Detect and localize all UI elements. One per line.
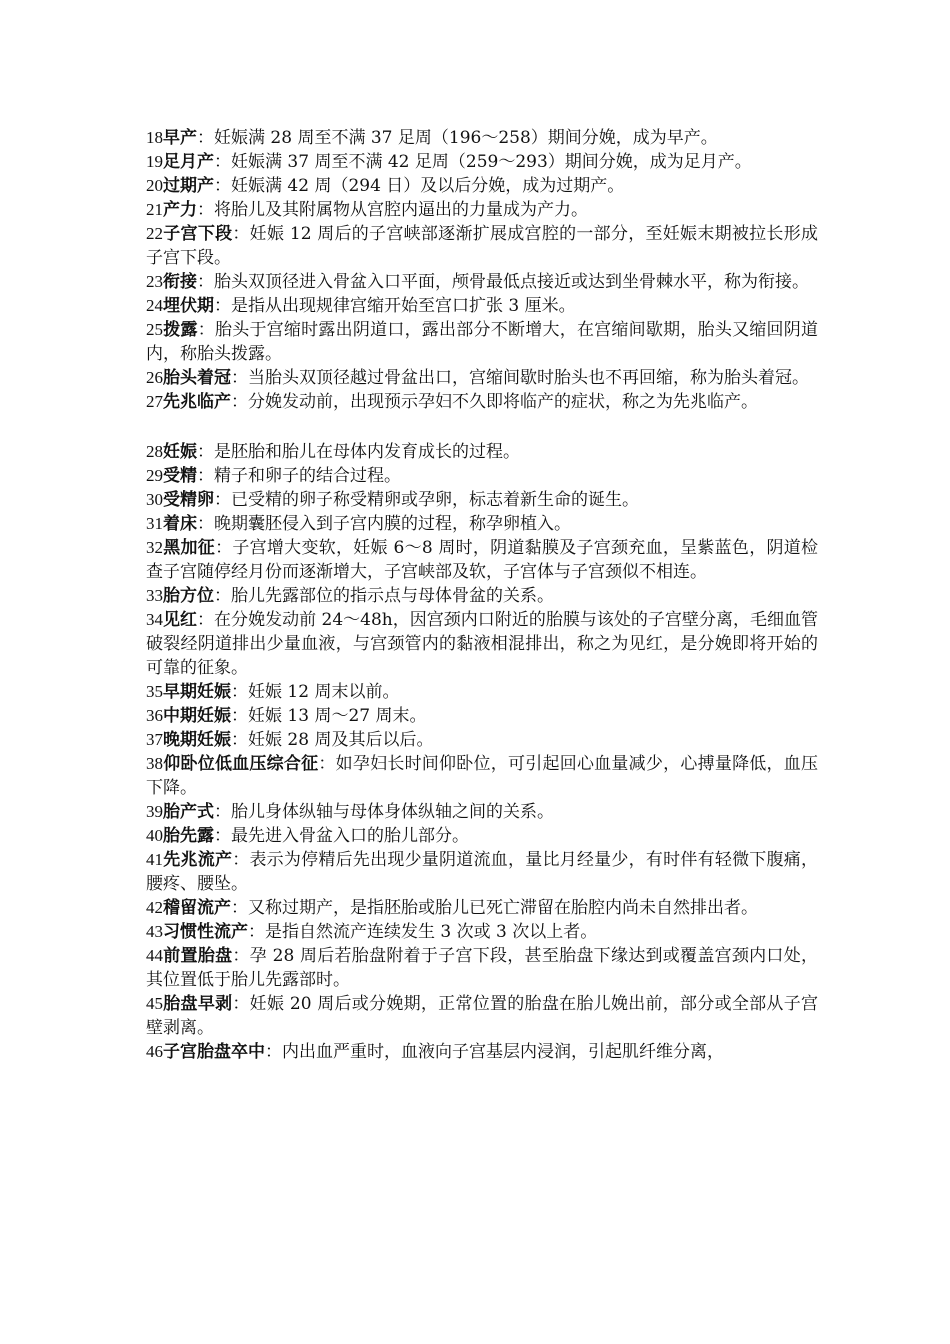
entry-number: 34 (146, 610, 163, 629)
entry-number: 44 (146, 946, 163, 965)
definition-entry (146, 608, 818, 680)
entry-number: 25 (146, 320, 163, 339)
definition-entry (146, 848, 818, 896)
entry-colon: ： (215, 538, 233, 558)
entry-term: 习惯性流产 (163, 922, 248, 942)
entry-colon: ： (214, 176, 231, 196)
entry-colon: ： (231, 682, 248, 702)
definition-entry (146, 896, 818, 920)
entry-colon: ： (197, 514, 214, 534)
definition-entry (146, 390, 818, 414)
definition-entry (146, 464, 818, 488)
entry-definition: 将胎儿及其附属物从宫腔内逼出的力量成为产力。 (214, 200, 588, 220)
definition-entry (146, 270, 818, 294)
entry-definition: 是指自然流产连续发生 3 次或 3 次以上者。 (265, 922, 598, 942)
entry-number: 27 (146, 392, 163, 411)
entry-definition: 妊娠 13 周～27 周末。 (248, 706, 427, 726)
definition-entry (146, 824, 818, 848)
entry-term: 早产 (163, 128, 197, 148)
definition-entry (146, 1040, 818, 1064)
definition-entry (146, 294, 818, 318)
definition-entry (146, 584, 818, 608)
entry-definition: 又称过期产，是指胚胎或胎儿已死亡滞留在胎腔内尚未自然排出者。 (248, 898, 758, 918)
entry-number: 33 (146, 586, 163, 605)
entry-definition: 妊娠满 42 周（294 日）及以后分娩，成为过期产。 (231, 176, 625, 196)
entry-number: 21 (146, 200, 163, 219)
entry-term: 拨露 (163, 320, 198, 340)
entry-term: 胎方位 (163, 586, 214, 606)
definition-entry (146, 920, 818, 944)
entry-definition: 胎头双顶径进入骨盆入口平面，颅骨最低点接近或达到坐骨棘水平，称为衔接。 (214, 272, 809, 292)
entry-term: 胎头着冠 (163, 368, 231, 388)
entry-definition: 已受精的卵子称受精卵或孕卵，标志着新生命的诞生。 (231, 490, 639, 510)
entry-colon: ： (214, 296, 231, 316)
entry-colon: ： (231, 898, 248, 918)
entry-term: 妊娠 (163, 442, 197, 462)
definition-entry (146, 150, 818, 174)
entry-term: 黑加征 (163, 538, 216, 558)
entry-term: 衔接 (163, 272, 197, 292)
definition-entry (146, 318, 818, 366)
entry-colon: ： (231, 730, 248, 750)
entry-definition: 分娩发动前，出现预示孕妇不久即将临产的症状，称之为先兆临产。 (248, 392, 758, 412)
entry-term: 受精 (163, 466, 197, 486)
entry-term: 子宫下段 (163, 224, 233, 244)
definition-entry (146, 440, 818, 464)
entry-number: 31 (146, 514, 163, 533)
entry-number: 30 (146, 490, 163, 509)
entry-number: 40 (146, 826, 163, 845)
entry-term: 中期妊娠 (163, 706, 231, 726)
entry-term: 晚期妊娠 (163, 730, 231, 750)
entry-colon: ： (232, 224, 250, 244)
entry-number: 26 (146, 368, 163, 387)
definition-entry (146, 512, 818, 536)
entry-colon: ： (248, 922, 265, 942)
entry-colon: ： (231, 706, 248, 726)
entry-definition: 是胚胎和胎儿在母体内发育成长的过程。 (214, 442, 520, 462)
entry-definition: 妊娠满 37 周至不满 42 足周（259～293）期间分娩，成为足月产。 (231, 152, 752, 172)
entry-term: 仰卧位低血压综合征 (163, 754, 319, 774)
entry-term: 胎盘早剥 (163, 994, 233, 1014)
definition-entry (146, 366, 818, 390)
definition-entry (146, 992, 818, 1040)
entry-number: 41 (146, 850, 163, 869)
entry-term: 前置胎盘 (163, 946, 233, 966)
entry-colon: ： (197, 128, 214, 148)
entry-term: 先兆流产 (163, 850, 233, 870)
entry-definition: 妊娠满 28 周至不满 37 足周（196～258）期间分娩，成为早产。 (214, 128, 718, 148)
entry-term: 胎产式 (163, 802, 214, 822)
entry-definition: 孕 28 周后若胎盘附着于子宫下段，甚至胎盘下缘达到或覆盖宫颈内口处，其位置低于胎儿先露部时。 (146, 946, 818, 990)
entry-number: 19 (146, 152, 163, 171)
entry-definition: 妊娠 28 周及其后以后。 (248, 730, 434, 750)
definition-entry (146, 944, 818, 992)
entry-definition: 当胎头双顶径越过骨盆出口，宫缩间歇时胎头也不再回缩，称为胎头着冠。 (248, 368, 809, 388)
entry-number: 37 (146, 730, 163, 749)
entry-definition: 胎儿先露部位的指示点与母体骨盆的关系。 (231, 586, 554, 606)
definition-entry (146, 752, 818, 800)
definition-entry (146, 174, 818, 198)
entry-definition: 胎儿身体纵轴与母体身体纵轴之间的关系。 (231, 802, 554, 822)
entry-term: 先兆临产 (163, 392, 231, 412)
entry-definition: 在分娩发动前 24～48h，因宫颈内口附近的胎膜与该处的子宫壁分离，毛细血管破裂经阴道排出少量血液，与宫颈管内的黏液相混排出，称之为见红，是分娩即将开始的可靠的征象。 (146, 610, 818, 678)
entry-definition: 表示为停精后先出现少量阴道流血，量比月经量少，有时伴有轻微下腹痛，腰疼、腰坠。 (146, 850, 819, 894)
entry-number: 32 (146, 538, 163, 557)
entry-definition: 妊娠 12 周后的子宫峡部逐渐扩展成宫腔的一部分，至妊娠末期被拉长形成子宫下段。 (146, 224, 818, 268)
entry-colon: ： (214, 586, 231, 606)
definition-entry (146, 198, 818, 222)
entry-number: 18 (146, 128, 163, 147)
entry-number: 45 (146, 994, 163, 1013)
entry-colon: ： (232, 994, 250, 1014)
entry-definition: 最先进入骨盆入口的胎儿部分。 (231, 826, 469, 846)
entry-colon: ： (214, 826, 231, 846)
entry-number: 43 (146, 922, 163, 941)
entry-number: 46 (146, 1042, 163, 1061)
entry-colon: ： (197, 272, 214, 292)
entry-definition: 妊娠 20 周后或分娩期，正常位置的胎盘在胎儿娩出前，部分或全部从子宫壁剥离。 (146, 994, 818, 1038)
entry-term: 过期产 (163, 176, 214, 196)
entry-number: 22 (146, 224, 163, 243)
entry-number: 42 (146, 898, 163, 917)
entry-term: 胎先露 (163, 826, 214, 846)
entry-definition: 精子和卵子的结合过程。 (214, 466, 401, 486)
entry-number: 23 (146, 272, 163, 291)
entry-colon: ： (214, 802, 231, 822)
entry-definition: 内出血严重时，血液向子宫基层内浸润，引起肌纤维分离， (282, 1042, 724, 1062)
entry-colon: ： (318, 754, 336, 774)
entry-number: 28 (146, 442, 163, 461)
entry-number: 20 (146, 176, 163, 195)
definition-entry (146, 704, 818, 728)
entry-definition: 妊娠 12 周末以前。 (248, 682, 400, 702)
entry-colon: ： (231, 392, 248, 412)
definition-entry (146, 536, 818, 584)
entry-colon: ： (197, 200, 214, 220)
entry-term: 产力 (163, 200, 197, 220)
entry-number: 38 (146, 754, 163, 773)
entry-term: 埋伏期 (163, 296, 214, 316)
entry-number: 29 (146, 466, 163, 485)
entry-colon: ： (197, 442, 214, 462)
definition-list-group-2 (146, 440, 818, 1064)
entry-definition: 胎头于宫缩时露出阴道口，露出部分不断增大，在宫缩间歇期，胎头又缩回阴道内，称胎头拨露。 (146, 320, 819, 364)
definition-entry (146, 222, 818, 270)
entry-colon: ： (265, 1042, 282, 1062)
entry-definition: 如孕妇长时间仰卧位，可引起回心血量减少，心搏量降低，血压下降。 (146, 754, 819, 798)
entry-definition: 晚期囊胚侵入到子宫内膜的过程，称孕卵植入。 (214, 514, 571, 534)
entry-colon: ： (214, 152, 231, 172)
entry-term: 见红 (163, 610, 198, 630)
entry-term: 稽留流产 (163, 898, 231, 918)
entry-number: 24 (146, 296, 163, 315)
entry-definition: 子宫增大变软，妊娠 6～8 周时，阴道黏膜及子宫颈充血，呈紫蓝色，阴道检查子宫随停经月份而逐渐增大，子宫峡部及软，子宫体与子宫颈似不相连。 (146, 538, 819, 582)
entry-colon: ： (197, 610, 215, 630)
entry-number: 36 (146, 706, 163, 725)
paragraph-gap (146, 414, 818, 440)
entry-definition: 是指从出现规律宫缩开始至宫口扩张 3 厘米。 (231, 296, 576, 316)
entry-term: 子宫胎盘卒中 (163, 1042, 265, 1062)
entry-term: 受精卵 (163, 490, 214, 510)
entry-colon: ： (197, 320, 215, 340)
definition-entry (146, 728, 818, 752)
entry-term: 早期妊娠 (163, 682, 231, 702)
entry-number: 35 (146, 682, 163, 701)
entry-colon: ： (232, 946, 250, 966)
definition-list-group-1 (146, 126, 818, 414)
definition-entry (146, 126, 818, 150)
entry-number: 39 (146, 802, 163, 821)
entry-colon: ： (231, 368, 248, 388)
entry-colon: ： (232, 850, 250, 870)
entry-colon: ： (197, 466, 214, 486)
entry-term: 足月产 (163, 152, 214, 172)
entry-colon: ： (214, 490, 231, 510)
document-page (146, 126, 818, 1064)
definition-entry (146, 488, 818, 512)
definition-entry (146, 680, 818, 704)
entry-term: 着床 (163, 514, 197, 534)
definition-entry (146, 800, 818, 824)
